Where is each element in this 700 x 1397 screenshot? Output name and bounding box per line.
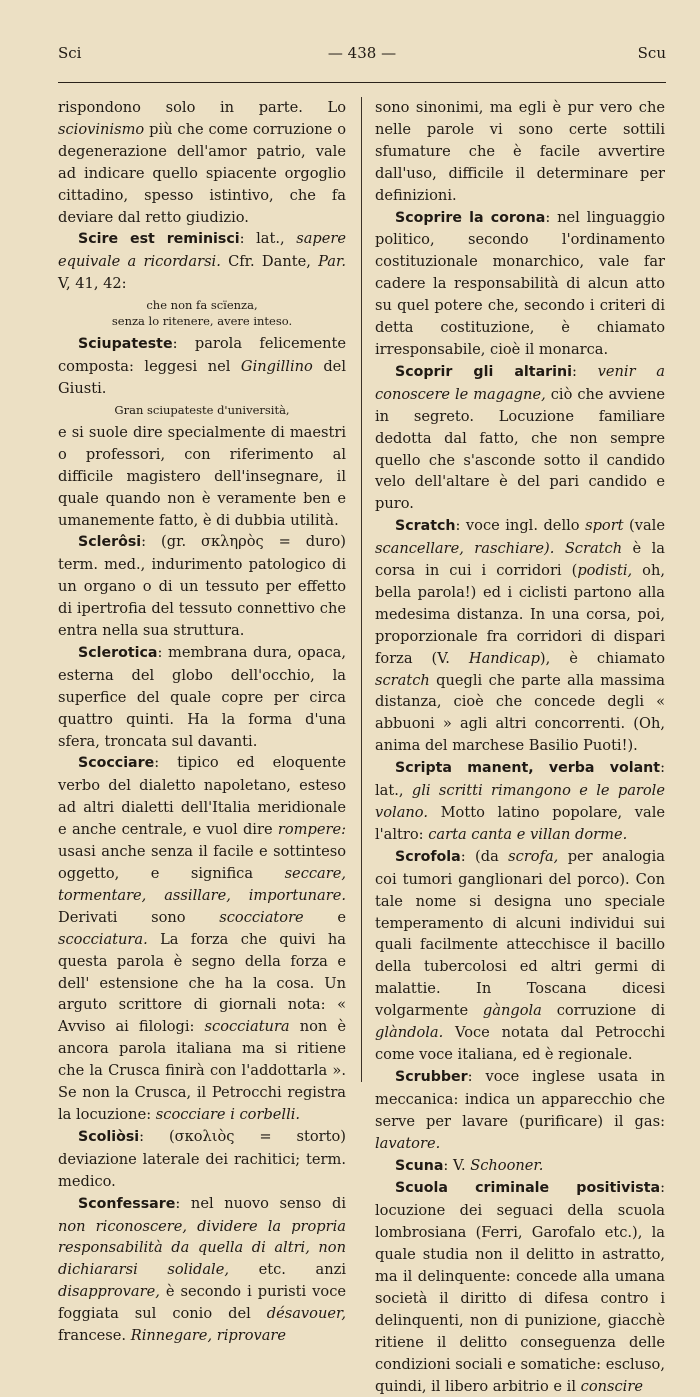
headword: Scocciare [78, 755, 155, 772]
entry-scoliosi: Scoliòsi: (σκολιὸς = storto) deviazione laterale dei rachitici; term. medico. [58, 1127, 346, 1190]
headword: Sclerotica [78, 644, 158, 661]
headword: Sconfessare [78, 1195, 176, 1212]
headword: Scoliòsi [78, 1128, 140, 1145]
verse-quote: Gran sciupateste d'università, [114, 402, 290, 417]
page-number: — 438 — [327, 44, 397, 62]
verse-quote: che non fa scïenza, senza lo ritenere, avere inteso. [111, 298, 293, 329]
entry-scire-est-reminisci: Scire est reminisci: lat., sapere equivale a ricordarsi. Cfr. Dante, Par. V, 41, 42: [58, 230, 347, 293]
entry-scrofola: Scrofola: (da scrofa, per analogia coi tumori ganglionari del porco). Con tale nome si designa uno speciale temperamento di alcuni individui sui quali facilmente attecchisce il bacillo della tubercolosi ed altri germi di malattie. In Toscana dicesi volgarmente gàngola corruzione di glàndola. Voce notata dal Petrocchi come voce italiana, ed è regionale. [375, 847, 666, 1063]
continuation-paragraph: sono sinonimi, ma egli è pur vero che nelle parole vi sono certe sottili sfumature che è facile avvertire dall'uso, difficile il determinare per definizioni. [375, 99, 665, 204]
entry-sciupateste: Sciupateste: parola felicemente composta: leggesi nel Gingillino del Giusti. [58, 335, 346, 397]
header-right-guide-word: Scu [637, 44, 666, 62]
headword: Scuola criminale positivista [395, 1180, 661, 1197]
entry-sclerosi: Sclerôsi: (gr. σκληρὸς = duro) term. med., indurimento patologico di un organo o di un tessuto per effetto di ipertrofia del tessuto connettivo che entra nella sua struttura. [58, 533, 346, 640]
left-column [58, 97, 347, 1345]
headword: Scire est reminisci [78, 231, 240, 248]
entry-scocciare: Scocciare: tipico ed eloquente verbo del dialetto napoletano, esteso ad altri dialetti dell'Italia meridionale e anche centrale, e vuol dire rompere: usasi anche senza il facile e sottinteso oggetto, e significa seccare, tormentare, assillare, importunare. Derivati sono scocciatore e scocciatura. La forza che quivi ha questa parola è segno della forza e dell' estensione che ha la cosa. Un arguto scrittore di giornali nota: « Avviso ai filologi: scocciatura non è ancora parola italiana ma si ritiene che la Crusca finirà con l'addottarla ». Se non la Crusca, il Petrocchi registra la locuzione: scocciare i corbelli. [58, 754, 347, 1123]
entry-scuola-criminale-positivista: Scuola criminale positivista: locuzione dei seguaci della scuola lombrosiana (Ferri, Garofalo etc.), la quale studia non il delitto in astratto, ma il delinquente: concede alla umana società il diritto di difesa contro i delinquenti, non di punizione, giacchè ritiene il delitto conseguenza delle condizioni sociali e somatiche: escluso, quindi, il libero arbitrio e il conscire [375, 1179, 665, 1395]
header-left-guide-word: Sci [58, 44, 82, 62]
entry-sconfessare: Sconfessare: nel nuovo senso di non riconoscere, dividere la propria responsabilità da quella di altri, non dichiararsi solidale, etc. anzi disapprovare, è secondo i puristi voce foggiata sul conio del désavouer, francese. Rinnegare, riprovare [58, 1194, 346, 1345]
headword: Scrofola [395, 848, 461, 865]
header-rule [58, 82, 666, 83]
headword: Scuna [395, 1157, 444, 1174]
headword: Scratch [395, 518, 456, 535]
entry-scratch: Scratch: voce ingl. dello sport (vale scancellare, raschiare). Scratch è la corsa in cui i corridori (podisti, oh, bella parola!) ed i ciclisti partono alla medesima distanza. In una corsa, poi, proporzionale fra corridori di dispari forza (V. Handicap), è chiamato scratch quegli che parte alla massima distanza, cioè che concede degli « abbuoni » agli altri concorrenti. (Oh, anima del marchese Basilio Puoti!). [375, 517, 665, 755]
entry-scoprire-la-corona: Scoprire la corona: nel linguaggio politico, secondo l'ordinamento costituzionale monarchico, vale far cadere la responsabilità di alcun atto su quel potere che, secondo i criteri di detta costituzione, è chiamato irresponsabile, cioè il monarca. [375, 208, 665, 358]
headword: Scoprir gli altarini [395, 363, 572, 380]
continuation-paragraph: rispondono solo in parte. Lo sciovinismo più che come corruzione o degenerazione dell'amor patrio, vale ad indicare quello spiacente orgoglio cittadino, spesso istintivo, che fa deviare dal retto giudizio. [58, 99, 346, 226]
headword: Sclerôsi [78, 534, 142, 551]
entry-scoprir-gli-altarini: Scoprir gli altarini: venir a conoscere le magagne, ciò che avviene in segreto. Locuzione familiare dedotta dal fatto, che non sempre quello che s'asconde sotto il candido velo dell'altare è del pari candido e puro. [375, 362, 666, 513]
headword: Scoprire la corona [395, 209, 546, 226]
headword: Scrubber [395, 1068, 468, 1085]
column-divider [361, 97, 362, 1082]
headword: Sciupateste [78, 336, 173, 353]
running-header [58, 44, 666, 70]
headword: Scripta manent, verba volant [395, 760, 661, 777]
entry-continuation: e si suole dire specialmente di maestri o professori, con riferimento al difficile magistero dell'insegnare, il quale quando non è veramente ben e umanemente fatto, è di dubbia utilità. [58, 423, 346, 529]
entry-sclerotica: Sclerotica: membrana dura, opaca, esterna del globo dell'occhio, la superfice del quale copre per circa quattro quinti. Ha la forma d'una sfera, troncata sul davanti. [58, 643, 346, 750]
entry-scrubber: Scrubber: voce inglese usata in meccanica: indica un apparecchio che serve per lavare (purificare) il gas: lavatore. [375, 1067, 665, 1152]
entry-scripta-manent: Scripta manent, verba volant: lat., gli scritti rimangono e le parole volano. Motto latino popolare, vale l'altro: carta canta e villan dorme. [375, 759, 665, 843]
right-column [375, 97, 666, 1395]
entry-scuna: Scuna: V. Schooner. [395, 1156, 544, 1174]
